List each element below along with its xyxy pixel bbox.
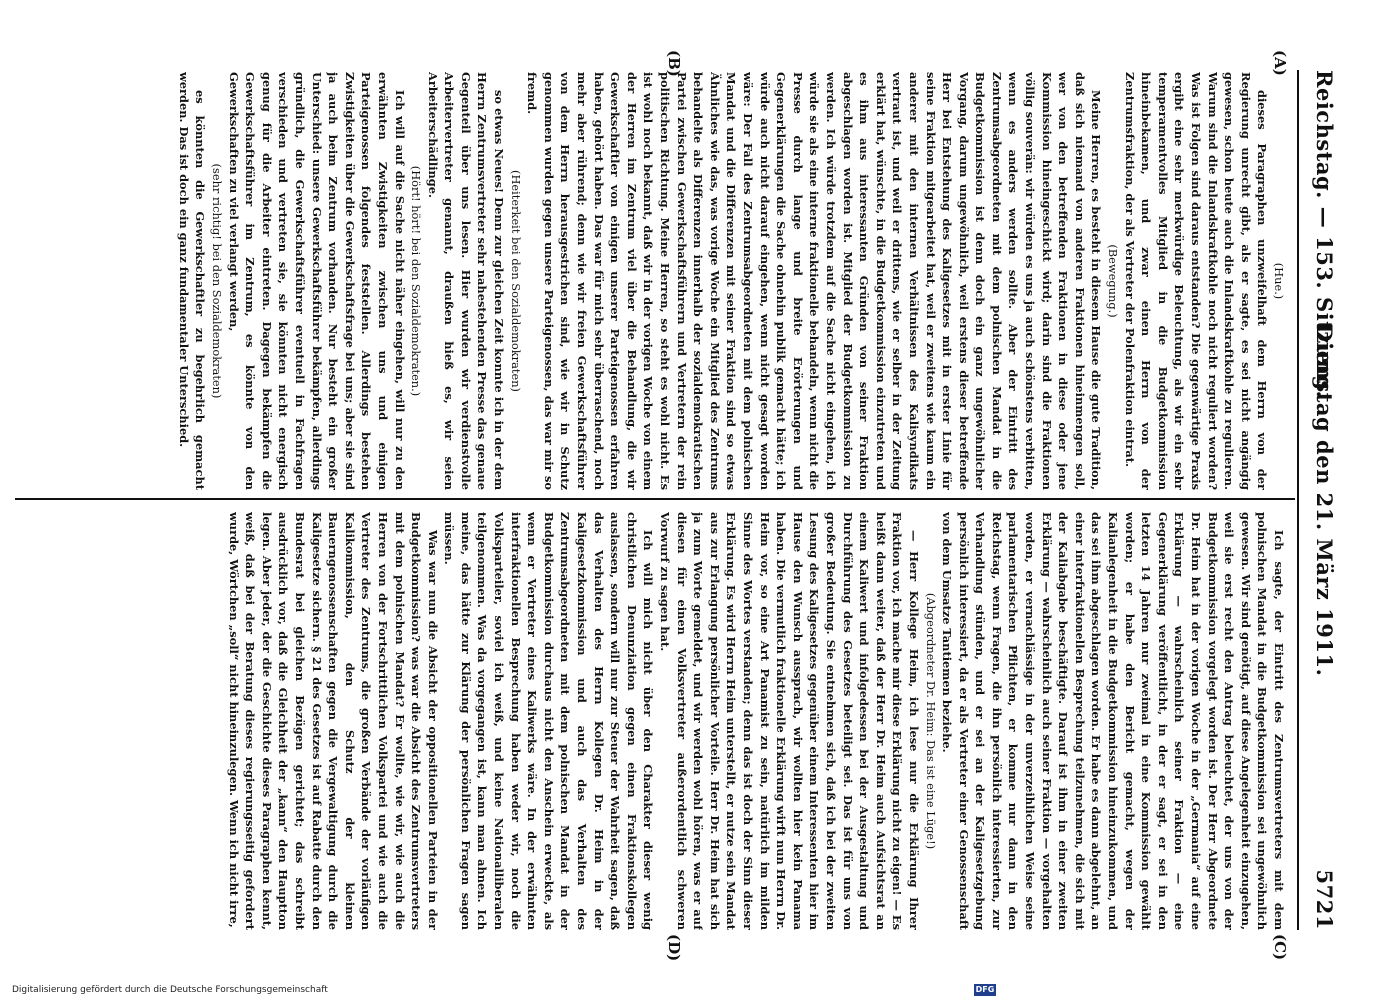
text-column-left [17,72,1287,490]
page-number: 5721 [1312,869,1337,930]
interjection: (Hue.) [1272,262,1286,300]
page-header [1305,70,1345,930]
margin-marker-c: (C) [1271,934,1289,961]
paragraph: Was war nun die Absicht der oppositionellen Parteien in der Budgetkommission? was war die Absicht des Zentrumsvertreters mit dem polnischen Mandat? Er wollte, wie wir, wie auch die Herren von der Fortschrittlichen Volkspartei und wie auch die Vertreter des Zentrums, die großen Verbände der vorläufigen Kalikommission, den Schutz der kleinen Bauerngenossenschaften gegen die Vergewaltigung durch die Kaligesetze sichern. § 21 des Gesetzes ist auf Rabatte durch den Bundesrat bei gleichen Bezügen gerichtet; das schreibt ausdrücklich vor, daß die Gleichheit der „kann“ den Hauptton legen. Aber jeder, der die Geschichte dieses Paragraphen kennt, weiß, daß bei der Beratung dieses regierungsseitig gefordert wurde, Wörtchen „soll“ nicht hineinzulegen. Wenn ich nicht irre, [226,512,440,930]
header-date: Dienstag den 21. März 1911. [1312,323,1337,677]
paragraph: so etwas Neues! Denn zur gleichen Zeit konnte ich in der dem Herrn Zentrumsvertreter sehr nahestehenden Presse das genaue Gegenteil über uns lesen. Hier wurden wir verdienstvolle Arbeitervertreter genannt, draußen hieß es, wir seien Arbeiterschädlinge. [425,72,507,490]
digitization-credit [12,984,1002,998]
paragraph: Ich sagte, der Eintritt des Zentrumsvertreters mit dem polnischen Mandat in die Budgetkommission sei ungewöhnlich gewesen. Wir sind genötigt, auf diese Angelegenheit einzugehen, weil sie erst recht den Antrag beleuchtet, der uns von der Budgetkommission vorgelegt worden ist. Der Herr Abgeordnete Dr. Heim hat in der vorigen Woche in der „Germania“ auf eine Erklärung — wahrscheinlich seiner Fraktion — eine Gegenerklärung veröffentlicht, in der er sagt, er sei in den letzten 14 Jahren nur zweimal in eine Kommission gewählt worden; er habe den Bericht gemacht, wegen der Kalianlegenheit in die Budgetkommission hineinzukommen, und das sei ihm abgeschlagen worden. Er habe es dann abgelehnt, an einer interfraktionellen Besprechung teilzunehmen, die sich mit der Kaliabgabe beschäftigte. Darauf ist ihm in einer zweiten Erklärung — wahrscheinlich auch seiner Fraktion — vorgehalten worden, er vernachlässige in der unverzeihlichen Weise seine parlamentarischen Pflichten, er komme nur dann in den Reichstag, wenn Fragen, die ihn persönlich interessierten, zur Verhandlung stünden, und er sei an der Kaligesetzgebung persönlich interessiert, da er als Vertreter einer Genossenschaft von dem Umsatze Tantiemen beziehe. [940,512,1286,930]
paragraph: es könnten die Gewerkschaftler zu begehrlich gemacht werden. Das ist doch ein ganz fundamentaler Unterschied. [176,72,208,490]
margin-marker-b: (B) [665,50,683,77]
header-title: Reichstag. — 153. Sitzung. [1312,70,1337,399]
interjection: (Abgeordneter Dr. Heim: Das ist eine Lüge!) [923,592,938,850]
dfg-logo: DFG [975,985,995,994]
paragraph: dieses Paragraphen unzweifelhaft dem Herrn von der Regierung unrecht gibt, als er sagte, es sei nicht angängig gewesen, schon heute auch die Inlandskraftkohle zu regulieren. Warum sind die Inlandskraftkohle noch nicht reguliert worden? Was ist Folgen sind daraus entstanden? Die gegenwärtige Praxis ergibt eine sehr merkwürdige Beleuchtung, als wir ein sehr temperamentvolles Mitglied in die Budgetkommission hineinbekamen, und zwar einen Herrn von der Zentrumsfraktion, der als Vertreter der Polenfraktion eintrat. [1122,72,1270,490]
interjection: (Hört! hört! bei den Sozialdemokraten.) [409,165,424,397]
paragraph: Ich will auf die Sache nicht näher eingehen, will nur zu den erwähnten Zwistigkeiten zwischen uns und einigen Parteigenossen folgendes feststellen. Allerdings bestehen Zwistigkeiten über die Gewerkschaftsfrage bei uns; aber sie sind ja auch beim Zentrum vorhanden. Nur besteht ein großer Unterschied: unsere Gewerkschaftsführer bekämpfen, allerdings gründlich, die Gewerkschaftsführer eventuell in Fachfragen verschieden und vertreten sie, sie könnten nicht energisch genug für die Arbeiter eintreten. Dagegen bekämpfen die Gewerkschaftsführer im Zentrum, es könnte von den Gewerkschaften zu viel verlangt werden, [226,72,407,490]
text-column-right [17,512,1287,930]
column-divider [15,498,1295,500]
paragraph: — Herr Kollege Heim, ich lese nur die Erklärung Ihrer Fraktion vor, ich mache mir diese Erklärung nicht zu eigen! — Es heißt dann weiter, daß der Herr Dr. Heim auch Aufsichtsrat an einem Kaliwert und infolgedessen bei der Ausgestaltung und Durchführung des Gesetzes beteiligt sei. Das ist für uns von großer Bedeutung. Sie entnehmen sich, daß ich bei der zweiten Lesung des Kaligesetzes gegenüber einem Interessenten hier im Hause den Wunsch aussprach, wir wollten hier kein Panama haben. Die vermutlich fraktionelle Erklärung wirft nun Herrn Dr. Heim vor, so eine Art Panamist zu sein, natürlich im milden Sinne des Wortes verstanden; denn das ist doch der Sinn dieser Erklärung. Es wird Herrn Heim unterstellt, er nutze sein Mandat aus zur Erlangung persönlicher Vorteile. Herr Dr. Heim hat sich ja zum Worte gemeldet, und wir werden wohl hören, was er auf diesen für einen Volksvertreter außerordentlich schweren Vorwurf zu sagen hat. [658,512,921,930]
interjection: (Heiterkeit bei den Sozialdemokraten) [508,170,523,392]
paragraph: Ich will mich nicht über den Charakter dieser wenig christlichen Denunziation gegen einen Fraktionskollegen auslassen, sondern will nur zur Steuer der Wahrheit sagen, daß das Verhalten des Herrn Kollegen Dr. Heim in der Kaligesetzkommission und auch das Verhalten des Zentrumsabgeordneten mit dem polnischen Mandat in der Budgetkommission durchaus nicht den Anschein erweckte, als wenn er Vertreter eines Kaliwerks wäre. In der erwähnten interfraktionellen Besprechung haben weder wir, noch die Volksparteiler, soviel ich weiß, und keine Nationalliberalen teilgenommen. Was da vorgegangen ist, kann man ahnen. Ich meine, das hätte zur Klärung der persönlichen Fragen sagen müssen. [442,512,656,930]
interjection: (Bewegung.) [1106,244,1121,318]
paragraph: Meine Herren, es besteht in diesem Hause die gute Tradition, daß sich niemand von anderen Fraktionen hineinmengen soll, wer von den betreffenden Fraktionen in diese oder jene Kommission hineingeschickt wird; darin sind die Fraktionen völlig souverän: wir würden es uns ja auch schönstens verbitten, wenn es anders werden sollte. Aber der Eintritt des Zentrumsabgeordneten mit dem polnischen Mandat in die Budgetkommission ist denn doch ein ganz ungewöhnlicher Vorgang, darum ungewöhnlich, weil erstens dieser betreffende Herr bei Entstehung des Kaligesetzes mit in erster Linie für seine Fraktion mitgearbeitet hat, weil er zweitens wie kaum ein anderer mit den internen Verhältnissen des Kalisyndikats vertraut ist, und weil er drittens, wie er selber in der Zeitung erklärt hat, wünschte, in die Budgetkommission einzutreten und es ihm aus interessanten Gründen von seiner Fraktion abgeschlagen worden ist. Mitglied der Budgetkommission zu werden. Ich würde trotzdem auf die Sache nicht eingehen, ich würde sie als eine interne fraktionelle behandeln, wenn nicht die Presse durch lange und breite Erörterungen und Gegenerklärungen die Sache ohnehin publik gemacht hätte; ich würde auch nicht darauf eingehen, wenn nicht gesagt worden wäre: Der Fall des Zentrumsabgeordneten mit dem polnischen Mandat und die Differenzen mit seiner Fraktion sind so etwas Ähnliches wie das, was vorige Woche ein Mitglied des Zentrums behandelte als Differenzen innerhalb der sozialdemokratischen Partei zwischen Gewerkschaftsführern und Vertretern der rein politischen Richtung. Meine Herren, so steht es wohl nicht. Es ist wohl noch bekannt, daß wir in der vorigen Woche von einem der Herren im Zentrum viel über die Behandlung, die wir Gewerkschaftler von einigen unserer Parteigenossen erfahren haben, gehört haben. Das war für mich sehr überraschend, noch mehr aber rührend; denn wie wir freien Gewerkschaftsführer von dem Herrn herausgestrichen sind, wie wir in Schutz genommen wurden gegen unsere Parteigenossen, das war mir so fremd. [525,72,1104,490]
margin-marker-d: (D) [665,934,683,962]
margin-marker-a: (A) [1271,50,1289,76]
interjection: (sehr richtig! bei den Sozialdemokraten) [210,163,224,399]
credit-text: Digitalisierung gefördert durch die Deutsche Forschungsgemeinschaft [12,985,328,995]
header-rule [1297,70,1299,930]
